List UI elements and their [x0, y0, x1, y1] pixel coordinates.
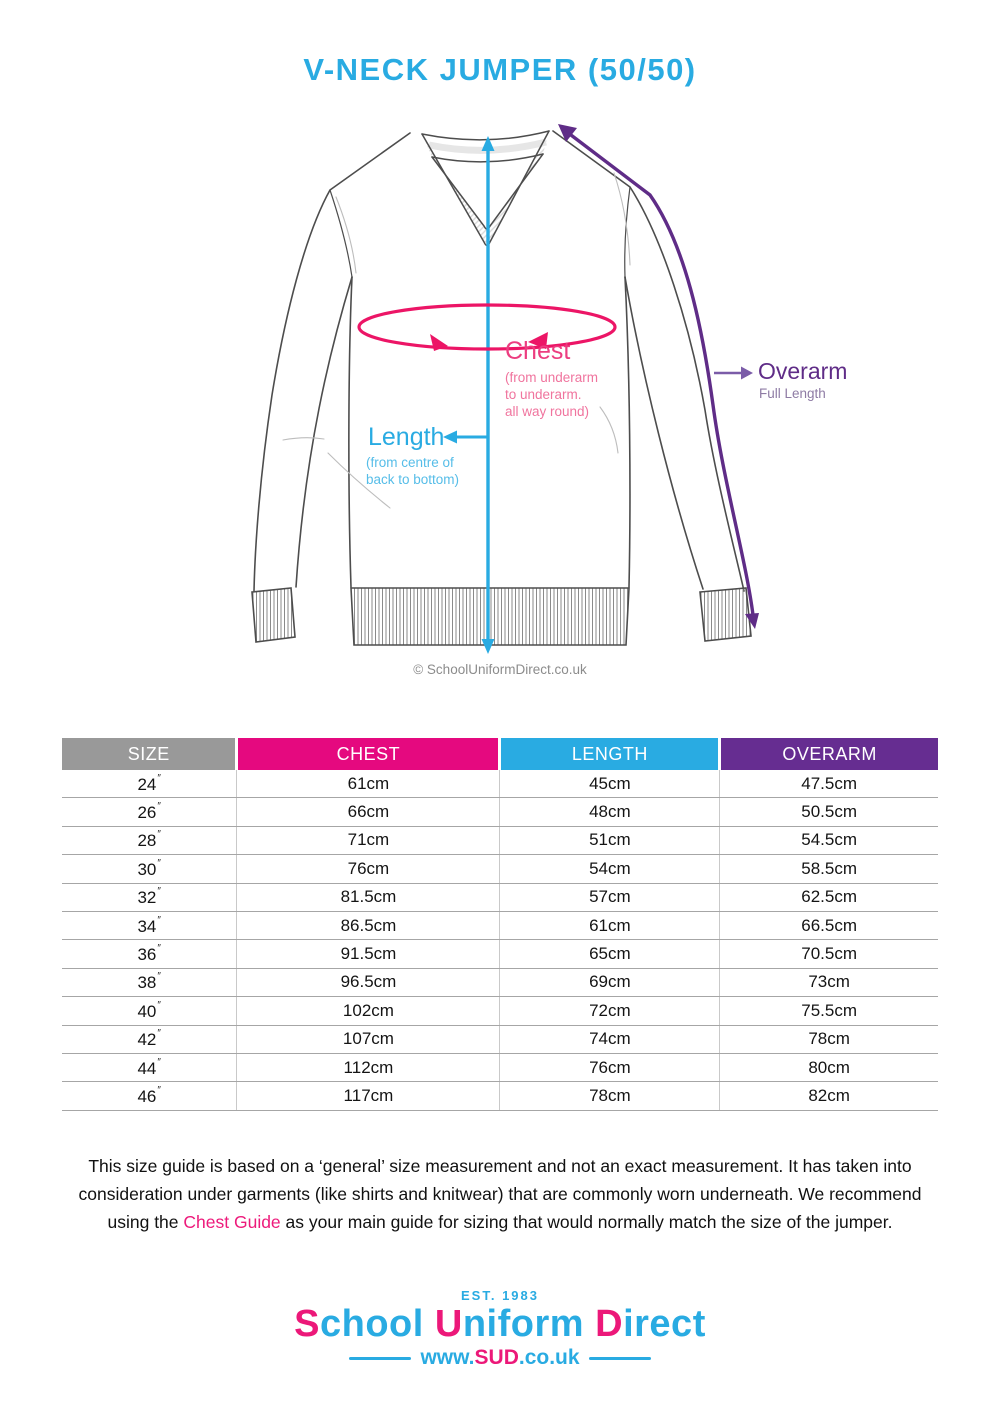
- cell-length: 65cm: [500, 940, 720, 968]
- table-row: [62, 770, 938, 798]
- cell-overarm: 50.5cm: [720, 798, 938, 826]
- table-row: [62, 997, 938, 1025]
- copyright-line: © SchoolUniformDirect.co.uk: [413, 662, 587, 677]
- cell-length: 74cm: [500, 1025, 720, 1053]
- jumper-outline: [254, 131, 744, 591]
- table-row: [62, 968, 938, 996]
- table-row: [62, 1053, 938, 1081]
- inch-mark: ″: [157, 999, 161, 1011]
- disclaimer-line-3: using the Chest Guide as your main guide for sizing that would normally match the size of the jumper.: [107, 1212, 893, 1232]
- cell-overarm: 62.5cm: [720, 883, 938, 911]
- cell-chest: 76cm: [237, 855, 500, 883]
- cell-length: 51cm: [500, 826, 720, 854]
- overarm-label: Overarm: [758, 358, 848, 384]
- disclaimer-line-1: This size guide is based on a ‘general’ size measurement and not an exact measurement. It has taken into: [88, 1156, 912, 1176]
- cell-chest: 102cm: [237, 997, 500, 1025]
- cell-chest: 91.5cm: [237, 940, 500, 968]
- cell-chest: 117cm: [237, 1082, 500, 1110]
- logo-dash-right: [589, 1357, 651, 1360]
- cell-size: 30″: [62, 855, 237, 883]
- hem-band: [351, 588, 629, 645]
- logo-wordmark: School Uniform Direct: [294, 1303, 706, 1345]
- cell-size: 46″: [62, 1082, 237, 1110]
- cell-length: 76cm: [500, 1053, 720, 1081]
- cell-chest: 96.5cm: [237, 968, 500, 996]
- inch-mark: ″: [157, 857, 161, 869]
- cell-overarm: 54.5cm: [720, 826, 938, 854]
- column-header-length: LENGTH: [500, 738, 720, 770]
- cell-size: 26″: [62, 798, 237, 826]
- cell-length: 45cm: [500, 770, 720, 798]
- inch-mark: ″: [157, 1028, 161, 1040]
- cell-chest: 107cm: [237, 1025, 500, 1053]
- table-row: [62, 855, 938, 883]
- cell-size: 34″: [62, 911, 237, 939]
- table-row: [62, 1025, 938, 1053]
- cell-overarm: 73cm: [720, 968, 938, 996]
- cell-chest: 61cm: [237, 770, 500, 798]
- cell-chest: 71cm: [237, 826, 500, 854]
- cell-length: 57cm: [500, 883, 720, 911]
- cell-overarm: 66.5cm: [720, 911, 938, 939]
- cell-overarm: 78cm: [720, 1025, 938, 1053]
- left-cuff: [252, 588, 295, 642]
- cell-size: 42″: [62, 1025, 237, 1053]
- inch-mark: ″: [157, 829, 161, 841]
- cell-overarm: 58.5cm: [720, 855, 938, 883]
- jumper-illustration: [0, 115, 1000, 663]
- inch-mark: ″: [157, 1056, 161, 1068]
- cell-length: 78cm: [500, 1082, 720, 1110]
- inch-mark: ″: [157, 886, 161, 898]
- table-row: [62, 826, 938, 854]
- chest-label: Chest: [505, 337, 571, 365]
- logo-established: EST. 1983: [461, 1288, 539, 1303]
- table-row: [62, 1082, 938, 1110]
- disclaimer-text: [30, 1152, 970, 1236]
- cell-length: 69cm: [500, 968, 720, 996]
- table-row: [62, 798, 938, 826]
- cell-length: 54cm: [500, 855, 720, 883]
- inch-mark: ″: [157, 943, 161, 955]
- overarm-note: Full Length: [759, 386, 826, 401]
- chest-guide-highlight: Chest Guide: [183, 1212, 281, 1232]
- right-cuff: [700, 588, 751, 641]
- cell-overarm: 80cm: [720, 1053, 938, 1081]
- inch-mark: ″: [157, 772, 161, 784]
- cell-size: 38″: [62, 968, 237, 996]
- cell-size: 36″: [62, 940, 237, 968]
- cell-length: 61cm: [500, 911, 720, 939]
- cell-overarm: 70.5cm: [720, 940, 938, 968]
- size-table: [62, 738, 938, 1111]
- column-header-overarm: OVERARM: [720, 738, 938, 770]
- cell-chest: 66cm: [237, 798, 500, 826]
- brand-logo: [0, 1288, 1000, 1370]
- inch-mark: ″: [157, 971, 161, 983]
- length-label: Length: [368, 423, 445, 451]
- inch-mark: ″: [157, 1084, 161, 1096]
- cell-size: 28″: [62, 826, 237, 854]
- cell-size: 40″: [62, 997, 237, 1025]
- cell-length: 72cm: [500, 997, 720, 1025]
- logo-dash-left: [349, 1357, 411, 1360]
- cell-length: 48cm: [500, 798, 720, 826]
- disclaimer-line-2: consideration under garments (like shirts and knitwear) that are commonly worn underneath. We recommend: [78, 1184, 922, 1204]
- table-row: [62, 883, 938, 911]
- cell-overarm: 47.5cm: [720, 770, 938, 798]
- cell-size: 44″: [62, 1053, 237, 1081]
- cell-chest: 86.5cm: [237, 911, 500, 939]
- page-title: V-NECK JUMPER (50/50): [303, 52, 697, 87]
- length-note: (from centre of back to bottom): [366, 455, 460, 487]
- logo-url: www. SUD .co.uk: [0, 1346, 1000, 1370]
- cell-size: 32″: [62, 883, 237, 911]
- cell-overarm: 75.5cm: [720, 997, 938, 1025]
- table-header-row: [62, 738, 938, 770]
- column-header-chest: CHEST: [237, 738, 500, 770]
- inch-mark: ″: [157, 801, 161, 813]
- inch-mark: ″: [157, 914, 161, 926]
- chest-note: (from underarm to underarm. all way round): [505, 370, 599, 419]
- jumper-diagram: [0, 115, 1000, 663]
- cell-chest: 81.5cm: [237, 883, 500, 911]
- cell-size: 24″: [62, 770, 237, 798]
- table-row: [62, 911, 938, 939]
- cell-overarm: 82cm: [720, 1082, 938, 1110]
- size-table-body: [62, 770, 938, 1110]
- cell-chest: 112cm: [237, 1053, 500, 1081]
- column-header-size: SIZE: [62, 738, 237, 770]
- table-row: [62, 940, 938, 968]
